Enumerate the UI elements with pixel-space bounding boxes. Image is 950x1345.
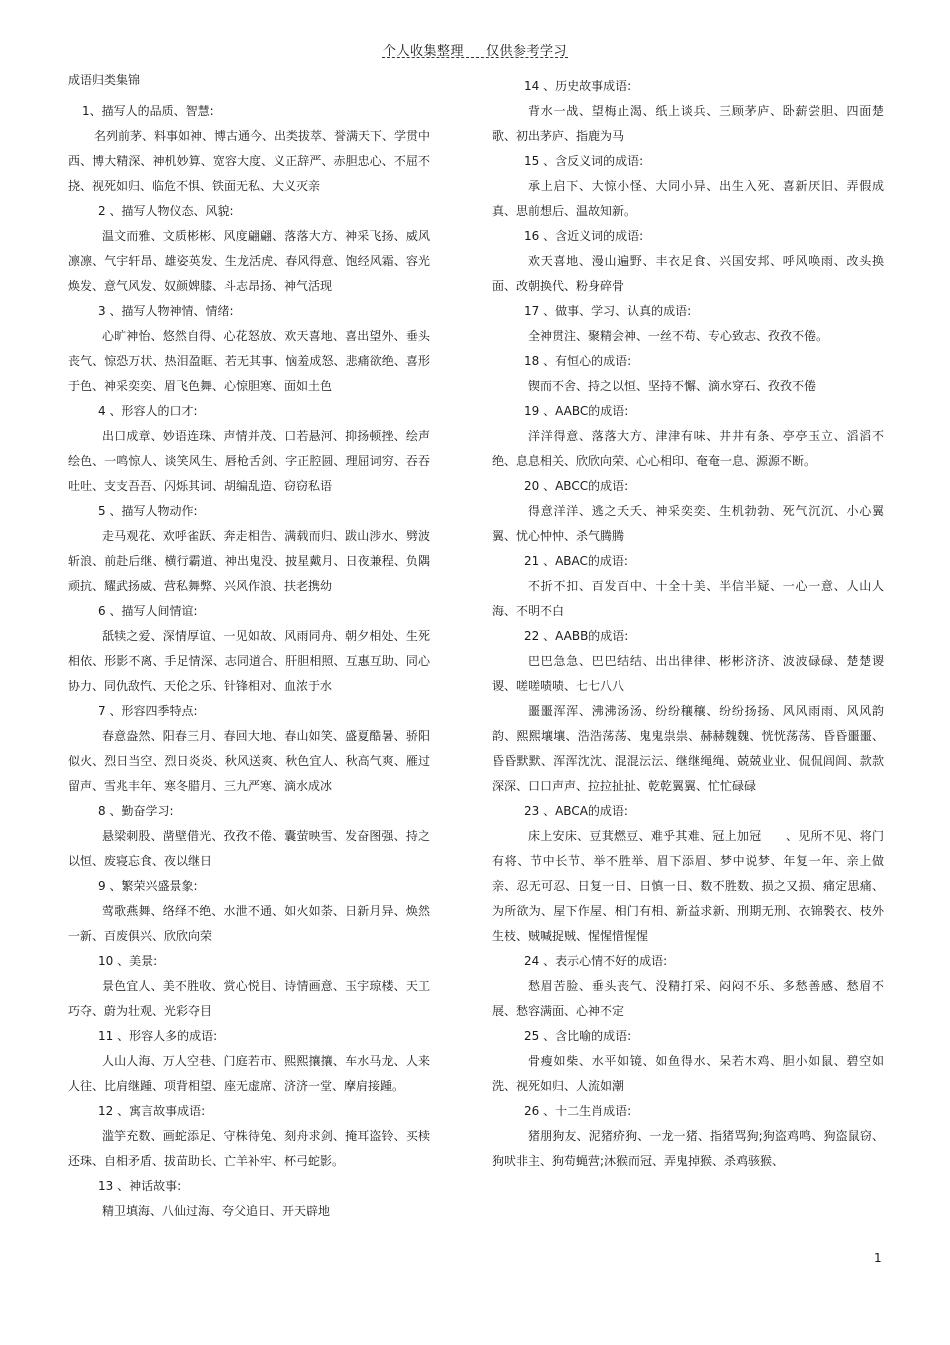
- section-heading: 1、描写人的品质、智慧:: [82, 104, 214, 118]
- section-heading: 23 、ABCA的成语:: [524, 804, 628, 818]
- idiom-section: [68, 99, 430, 199]
- section-heading: 7 、形容四季特点:: [98, 704, 198, 718]
- section-heading: 6 、描写人间情谊:: [98, 604, 198, 618]
- section-idioms: 愁眉苦脸、垂头丧气、没精打采、闷闷不乐、多愁善感、愁眉不展、愁容满面、心神不定: [492, 979, 884, 1018]
- header-dashed-rule: [382, 57, 568, 58]
- idiom-section: [68, 1099, 430, 1174]
- idiom-section: [492, 74, 884, 149]
- section-heading: 15 、含反义词的成语:: [524, 154, 644, 168]
- idiom-section: [492, 224, 884, 299]
- section-heading: 21 、ABAC的成语:: [524, 554, 628, 568]
- idiom-section: [68, 799, 430, 874]
- idiom-section: [492, 149, 884, 224]
- section-idioms: 名列前茅、料事如神、博古通今、出类拔萃、誉满天下、学贯中西、博大精深、神机妙算、宽容大度、义正辞严、赤胆忠心、不屈不挠、视死如归、临危不惧、铁面无私、大义灭亲: [68, 129, 431, 193]
- header-right-text: 仅供参考学习: [486, 44, 568, 59]
- section-idioms: 人山人海、万人空巷、门庭若市、熙熙攘攘、车水马龙、人来人往、比肩继踵、项背相望、座无虚席、济济一堂、摩肩接踵。: [68, 1054, 430, 1093]
- section-idioms: 洋洋得意、落落大方、津津有味、井井有条、亭亭玉立、滔滔不绝、息息相关、欣欣向荣、心心相印、奄奄一息、源源不断。: [492, 429, 884, 468]
- section-heading: 9 、繁荣兴盛景象:: [98, 879, 198, 893]
- section-heading: 19 、AABC的成语:: [524, 404, 629, 418]
- section-idioms: 全神贯注、聚精会神、一丝不苟、专心致志、孜孜不倦。: [528, 329, 829, 343]
- section-idioms: 舐犊之爱、深情厚谊、一见如故、风雨同舟、朝夕相处、生死相依、形影不离、手足情深、志同道合、肝胆相照、互惠互助、同心协力、同仇敌忾、天伦之乐、针锋相对、血浓于水: [68, 629, 430, 693]
- section-idioms: 温文而雅、文质彬彬、风度翩翩、落落大方、神采飞扬、威风凛凛、气宇轩昂、雄姿英发、生龙活虎、春风得意、饱经风霜、容光焕发、意气风发、奴颜婢膝、斗志昂扬、神气活现: [68, 229, 430, 293]
- document-title: 成语归类集锦: [68, 73, 141, 87]
- section-heading: 2 、描写人物仪态、风貌:: [98, 204, 234, 218]
- section-idioms: 承上启下、大惊小怪、大同小异、出生入死、喜新厌旧、弄假成真、思前想后、温故知新。: [492, 179, 884, 218]
- idiom-section: [492, 1024, 884, 1099]
- section-heading: 24 、表示心情不好的成语:: [524, 954, 668, 968]
- section-heading: 26 、十二生肖成语:: [524, 1104, 632, 1118]
- section-idioms: 猪朋狗友、泥猪疥狗、一龙一猪、指猪骂狗;狗盗鸡鸣、狗盗鼠窃、狗吠非主、狗苟蝇营;沐猴而冠、弄鬼掉猴、杀鸡骇猴、: [492, 1129, 884, 1168]
- section-idioms: 不折不扣、百发百中、十全十美、半信半疑、一心一意、人山人海、不明不白: [492, 579, 884, 618]
- idiom-section: [492, 399, 884, 474]
- idiom-section: [492, 299, 884, 349]
- section-heading: 18 、有恒心的成语:: [524, 354, 632, 368]
- idiom-section: [68, 949, 430, 1024]
- right-column: [492, 74, 884, 1174]
- section-heading: 22 、AABB的成语:: [524, 629, 629, 643]
- section-idioms: 欢天喜地、漫山遍野、丰衣足食、兴国安邦、呼风唤雨、改头换面、改朝换代、粉身碎骨: [492, 254, 884, 293]
- section-idioms: 骨瘦如柴、水平如镜、如鱼得水、呆若木鸡、胆小如鼠、碧空如洗、视死如归、人流如潮: [492, 1054, 884, 1093]
- section-idioms: 锲而不舍、持之以恒、坚持不懈、滴水穿石、孜孜不倦: [528, 379, 817, 393]
- page-number: 1: [874, 1251, 882, 1265]
- section-idioms: 春意盎然、阳春三月、春回大地、春山如笑、盛夏酷暑、骄阳似火、烈日当空、烈日炎炎、秋风送爽、秋色宜人、秋高气爽、雁过留声、雪兆丰年、寒冬腊月、三九严寒、滴水成冰: [68, 729, 430, 793]
- idiom-section: [492, 949, 884, 1024]
- header-left-text: 个人收集整理: [382, 44, 464, 59]
- section-idioms: 背水一战、望梅止渴、纸上谈兵、三顾茅庐、卧薪尝胆、四面楚歌、初出茅庐、指鹿为马: [492, 104, 884, 143]
- section-heading: 5 、描写人物动作:: [98, 504, 198, 518]
- section-idioms: 心旷神怡、悠然自得、心花怒放、欢天喜地、喜出望外、垂头丧气、惊恐万状、热泪盈眶、若无其事、恼羞成怒、悲痛欲绝、喜形于色、神采奕奕、眉飞色舞、心惊胆寒、面如土色: [68, 329, 430, 393]
- section-idioms: 滥竽充数、画蛇添足、守株待兔、刻舟求剑、掩耳盗铃、买椟还珠、自相矛盾、拔苗助长、亡羊补牢、杯弓蛇影。: [68, 1129, 430, 1168]
- section-heading: 20 、ABCC的成语:: [524, 479, 629, 493]
- section-heading: 14 、历史故事成语:: [524, 79, 632, 93]
- section-heading: 16 、含近义词的成语:: [524, 229, 644, 243]
- idiom-section: [492, 349, 884, 399]
- idiom-section: [68, 399, 430, 499]
- section-idioms: 悬梁刺股、凿壁借光、孜孜不倦、囊萤映雪、发奋图强、持之以恒、废寝忘食、夜以继日: [68, 829, 430, 868]
- idiom-section: [68, 1024, 430, 1099]
- section-idioms: 巴巴急急、巴巴结结、出出律律、彬彬济济、波波碌碌、楚楚谡谡、嗟嗟啧啧、七七八八: [492, 654, 884, 693]
- section-heading: 3 、描写人物神情、情绪:: [98, 304, 234, 318]
- section-idioms: 得意洋洋、逃之夭夭、神采奕奕、生机勃勃、死气沉沉、小心翼翼、忧心忡忡、杀气腾腾: [492, 504, 884, 543]
- idiom-section: [68, 499, 430, 599]
- section-heading: 10 、美景:: [98, 954, 158, 968]
- idiom-section: [492, 1099, 884, 1174]
- idiom-section: [68, 699, 430, 799]
- section-idioms: 走马观花、欢呼雀跃、奔走相告、满载而归、跋山涉水、劈波斩浪、前赴后继、横行霸道、神出鬼没、披星戴月、日夜兼程、负隅顽抗、耀武扬威、营私舞弊、兴风作浪、扶老携幼: [68, 529, 430, 593]
- idiom-section: [68, 599, 430, 699]
- idiom-section: [68, 874, 430, 949]
- section-idioms: 精卫填海、八仙过海、夸父追日、开天辟地: [102, 1204, 331, 1218]
- idiom-section: [68, 1174, 430, 1224]
- section-heading: 12 、寓言故事成语:: [98, 1104, 206, 1118]
- section-heading: 13 、神话故事:: [98, 1179, 182, 1193]
- idiom-section: [68, 299, 430, 399]
- section-heading: 25 、含比喻的成语:: [524, 1029, 632, 1043]
- idiom-section: [68, 199, 430, 299]
- idiom-section: [492, 799, 884, 949]
- section-idioms: 噩噩浑浑、沸沸汤汤、纷纷穰穰、纷纷扬扬、风风雨雨、风风韵韵、熙熙壤壤、浩浩荡荡、鬼鬼祟祟、赫赫魏魏、恍恍荡荡、昏昏噩噩、昏昏默默、浑浑沈沈、混混沄沄、继继绳绳、兢兢业业、侃侃闾闾、款款深深、口口声声、拉拉扯扯、乾乾翼翼、忙忙碌碌: [492, 704, 884, 793]
- section-idioms: 莺歌燕舞、络绎不绝、水泄不通、如火如荼、日新月异、焕然一新、百废俱兴、欣欣向荣: [68, 904, 430, 943]
- section-idioms: 床上安床、豆萁燃豆、难乎其难、冠上加冠 、见所不见、将门有将、节中长节、举不胜举、眉下添眉、梦中说梦、年复一年、亲上做亲、忍无可忍、日复一日、日慎一日、数不胜数、损之又损、痛定思痛、为所欲为、屋下作屋、相门有相、新益求新、刑期无刑、衣锦褧衣、枝外生枝、贼喊捉贼、惺惺惜惺惺: [492, 829, 884, 943]
- section-heading: 8 、勤奋学习:: [98, 804, 174, 818]
- idiom-section: [492, 624, 884, 799]
- idiom-section: [492, 549, 884, 624]
- section-heading: 11 、形容人多的成语:: [98, 1029, 218, 1043]
- section-heading: 4 、形容人的口才:: [98, 404, 198, 418]
- section-idioms: 景色宜人、美不胜收、赏心悦目、诗情画意、玉宇琼楼、天工巧夺、蔚为壮观、光彩夺目: [68, 979, 430, 1018]
- idiom-section: [492, 474, 884, 549]
- left-column: [68, 74, 430, 1224]
- section-idioms: 出口成章、妙语连珠、声情并茂、口若悬河、抑扬顿挫、绘声绘色、一鸣惊人、谈笑风生、唇枪舌剑、字正腔圆、理屈词穷、吞吞吐吐、支支吾吾、闪烁其词、胡编乱造、窃窃私语: [68, 429, 430, 493]
- section-heading: 17 、做事、学习、认真的成语:: [524, 304, 692, 318]
